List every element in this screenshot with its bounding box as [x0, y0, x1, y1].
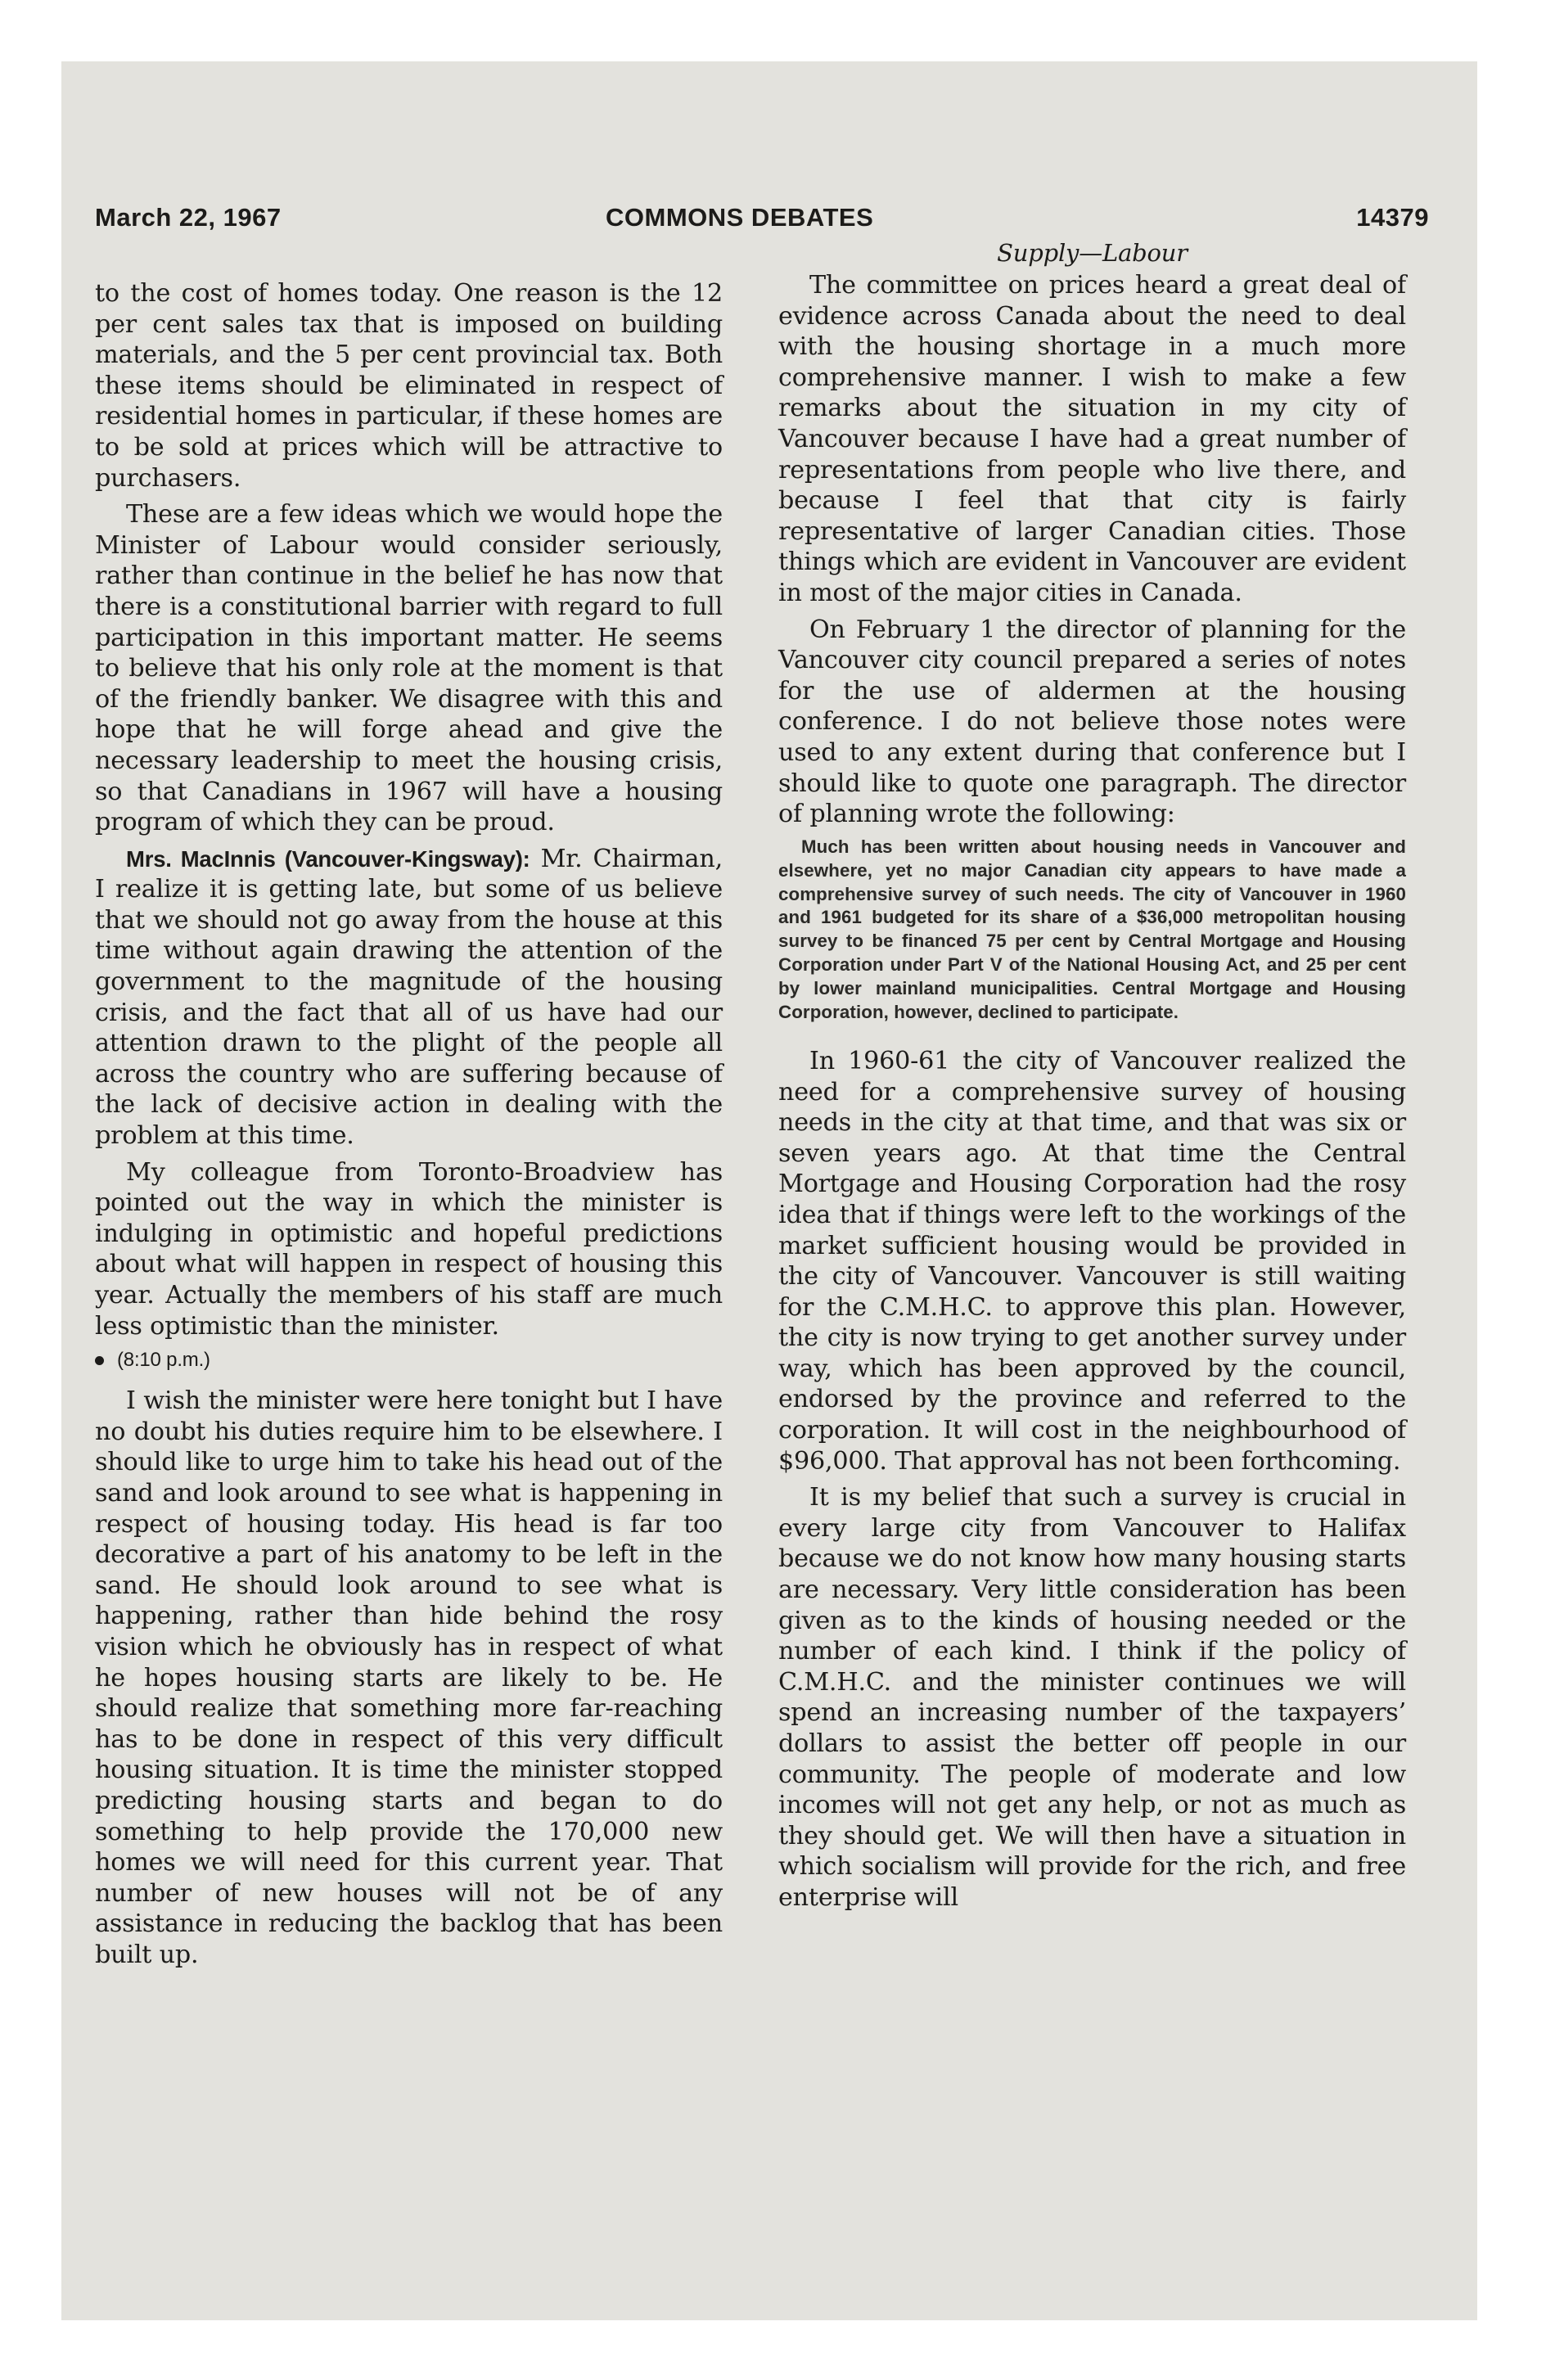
paragraph: The committee on prices heard a great deal of evidence across Canada about the need to deal with the housing shortage in a much more comprehensive manner. I wish to make a few remarks about the situation in my city of Vancouver because I have had a great number of representations from people who live there, and because I feel that that city is fairly representative of larger Canadian cities. Those things which are evident in Vancouver are evident in most of the major cities in Canada.	[778, 271, 1406, 607]
block-quote: Much has been written about housing needs in Vancouver and elsewhere, yet no major Canadian city appears to have made a comprehensive survey of such needs. The city of Vancouver in 1960 and 1961 budgeted for its share of a $36,000 metropolitan housing survey to be financed 75 per cent by Central Mortgage and Housing Corporation under Part V of the National Housing Act, and 25 per cent by lower mainland municipalities. Central Mortgage and Housing Corporation, however, declined to participate.	[778, 836, 1406, 1023]
speaker-paragraph	[95, 844, 723, 1152]
paragraph: In 1960-61 the city of Vancouver realized the need for a comprehensive survey of housing needs in the city at that time, and that was six or seven years ago. At that time the Central Mortgage and Housing Corporation had the rosy idea that if things were left to the workings of the market sufficient housing would be provided in the city of Vancouver. Vancouver is still waiting for the C.M.H.C. to approve this plan. However, the city is now trying to get another survey under way, which has been approved by the council, endorsed by the province and referred to the corporation. It will cost in the neighbourhood of $96,000. That approval has not been forthcoming.	[778, 1046, 1406, 1476]
paragraph: to the cost of homes today. One reason is the 12 per cent sales tax that is imposed on building materials, and the 5 per cent provincial tax. Both these items should be eliminated in respect of residential homes in particular, if these homes are to be sold at prices which will be attractive to purchasers.	[95, 279, 723, 493]
time-stamp-text: (8:10 p.m.)	[117, 1349, 210, 1372]
page-header	[95, 203, 1429, 236]
header-date: March 22, 1967	[95, 203, 282, 232]
section-heading: Supply—Labour	[997, 239, 1188, 267]
paragraph: It is my belief that such a survey is crucial in every large city from Vancouver to Halifax because we do not know how many housing starts are necessary. Very little consideration has been given as to the kinds of housing needed or the number of each kind. I think if the policy of C.M.H.C. and the minister continues we will spend an increasing number of the taxpayers’ dollars to assist the better off people in our community. The people of moderate and low incomes will not get any help, or not as much as they should get. We will then have a situation in which socialism will provide for the rich, and free enterprise will	[778, 1483, 1406, 1912]
paragraph: My colleague from Toronto-Broadview has pointed out the way in which the minister is indulging in optimistic and hopeful predictions about what will happen in respect of housing this year. Actually the members of his staff are much less optimistic than the minister.	[95, 1157, 723, 1341]
time-stamp	[95, 1348, 723, 1373]
paragraph: On February 1 the director of planning for the Vancouver city council prepared a series of notes for the use of aldermen at the housing conference. I do not believe those notes were used to any extent during that conference but I should like to quote one paragraph. The director of planning wrote the following:	[778, 615, 1406, 829]
header-page-number: 14379	[1356, 203, 1429, 232]
bullet-icon	[95, 1356, 104, 1365]
speaker-name: Mrs. MacInnis (Vancouver-Kingsway):	[126, 845, 530, 872]
left-column	[95, 278, 723, 1976]
paragraph: I wish the minister were here tonight but I have no doubt his duties require him to be elsewhere. I should like to urge him to take his head out of the sand and look around to see what is happening in respect of housing today. His head is far too decorative a part of his anatomy to be left in the sand. He should look around to see what is happening, rather than hide behind the rosy vision which he obviously has in respect of what he hopes housing starts are likely to be. He should realize that something more far-reaching has to be done in respect of this very difficult housing situation. It is time the minister stopped predicting housing starts and began to do something to help provide the 170,000 new homes we will need for this current year. That number of new houses will not be of any assistance in reducing the backlog that has been built up.	[95, 1386, 723, 1969]
speech-text: Mr. Chairman, I realize it is getting late, but some of us believe that we should not go away from the house at this time without again drawing the attention of the government to the magnitude of the housing crisis, and the fact that all of us have had our attention drawn to the plight of the people all across the country who are suffering because of the lack of decisive action in dealing with the problem at this time.	[95, 844, 723, 1151]
paragraph: These are a few ideas which we would hope the Minister of Labour would consider seriously, rather than continue in the belief he has now that there is a constitutional barrier with regard to full participation in this important matter. He seems to believe that his only role at the moment is that of the friendly banker. We disagree with this and hope that he will forge ahead and give the necessary leadership to meet the housing crisis, so that Canadians in 1967 will have a housing program of which they can be proud.	[95, 500, 723, 837]
right-column	[778, 237, 1406, 1919]
header-journal-title: COMMONS DEBATES	[606, 203, 874, 232]
